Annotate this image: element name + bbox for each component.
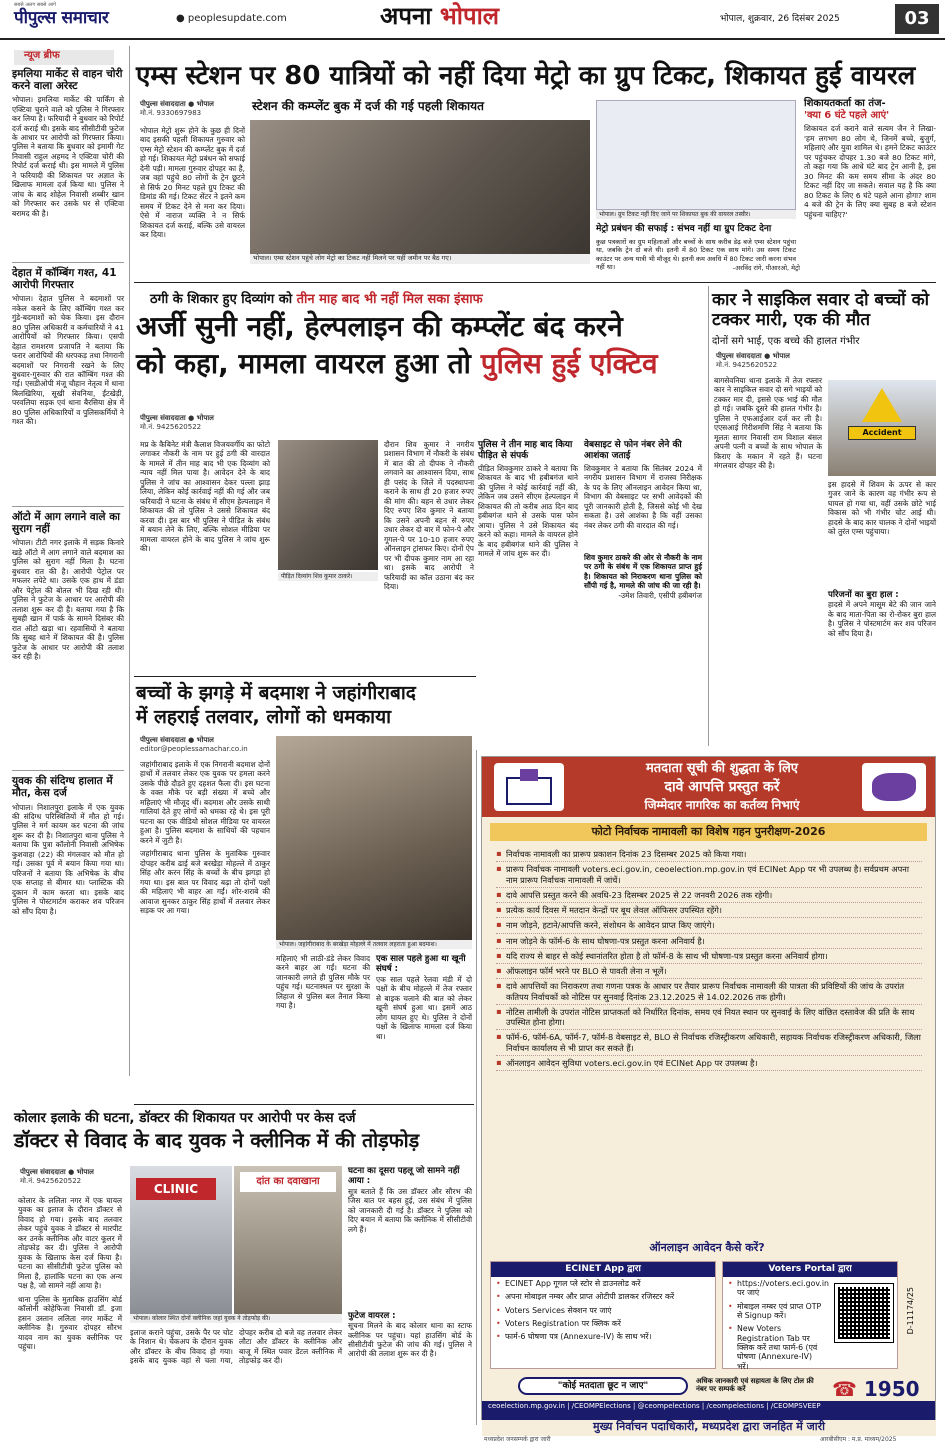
step-item: • फार्म-6 घोषणा पत्र (Annexure-IV) के साथ भरें।: [491, 1330, 715, 1343]
complaint-book-image: [596, 100, 796, 210]
clinic-body-1: कोलार के ललिता नगर में एक घायल युवक का इलाज के दौरान डॉक्टर से विवाद हो गया। इसके बाद तलवार लेकर पहुंचे युवक ने डॉक्टर से मारपीट कर उनके क्लीनिक और वाटर कूलर में तोड़फोड़ कर दी। पुलिस ने आरोपी युवक के खिलाफ केस दर्ज किया है। घटना का सीसीटीवी फुटेज पुलिस को मिला है, हालांकि घटना का एक अन्य पक्ष है, जो सामने नहीं आया है। थाना पुलिस के मुताबिक हाउसिंग बोर्ड कॉलोनी कोहेफिजा निवासी डॉ. इजा हसन उस्तान ललिता नगर मार्केट में क्लीनिक है। गुरुवार दोपहर सौरभ यादव नाम का युवक क्लीनिक पर पहुंचा।: [18, 1196, 122, 1352]
horizontal-rule: [134, 282, 936, 283]
news-brief-column: [12, 68, 124, 1001]
accident-byline-block: [716, 352, 836, 369]
divyang-headline: अर्जी सुनी नहीं, हेल्पलाइन की कम्प्लेंट बंद करने को कहा, मामला वायरल हुआ तो पुलिस हुई एक्टिव: [136, 310, 658, 380]
step-item: • https://voters.eci.gov.in पर जाएं: [723, 1277, 827, 1300]
phone-icon: ☎: [832, 1377, 857, 1401]
qr-code[interactable]: [835, 1284, 893, 1342]
clinic-photo-left: [130, 1166, 232, 1314]
clinic-kicker: कोलार इलाके की घटना, डॉक्टर की शिकायत पर आरोपी पर केस दर्ज: [14, 1110, 356, 1126]
site-url[interactable]: ● peoplesupdate.com: [176, 13, 287, 24]
brief-body: भोपाल। इमलिया मार्केट की पार्किंग से एक्टिवा चुराने वाले को पुलिस ने गिरफ्तार कर लिया है। फरियादी ने बुधवार को रिपोर्ट दर्ज कराई थी। इसके बाद सीसीटीवी फुटेज के आधार पर आरोपी को गिरफ्तार किया। पुलिस ने बताया कि बुधवार को इमामी गेट निवासी राहुल अहमद ने एक्टिवा चोरी की रिपोर्ट दर्ज कराई थी। इस मामले में पुलिस ने फरियादी की शिकायत पर अज्ञात के खिलाफ मामला दर्ज किया था। पुलिस ने जांच के बाद शोहेल निवासी शब्बीर खान को गिरफ्तार कर उसके घर से एक्टिवा बरामद की है।: [12, 95, 124, 218]
byline: पीपुल्स संवाददाता ● भोपाल: [20, 1168, 94, 1176]
step-item: • अपना मोबाइल नम्बर और प्राप्त ओटीपी डालकर रजिस्टर करें: [491, 1290, 715, 1303]
divyang-website-col: वेबसाइट से फोन नंबर लेने की आशंका जताई शिवकुमार ने बताया कि सितंबर 2024 में नगरीय प्रशासन विभाग में राजस्व निरीक्षक के पद के लिए ऑनलाइन आवेदन किया था, विभाग की वेबसाइट पर सभी आवेदकों की पूरी जानकारी होती है, जिससे कोई भी देख सकता है। उसे आशंका है कि वहीं उसका नंबर लेकर ठगी की वारदात की गई। शिव कुमार ठाकरे की ओर से नौकरी के नाम पर ठगी के संबंध में एक शिकायत प्राप्त हुई है। शिकायत को निराकरण थाना पुलिस को सौंपी गई है, मामले की जांच की जा रही है। -उमेश तिवारी, एसीपी हबीबगंज: [584, 440, 702, 600]
globe-icon: ●: [176, 13, 188, 24]
helpline-text: अधिक जानकारी एवं सहायता के लिए टोल फ्री नंबर पर सम्पर्क करें: [696, 1377, 814, 1394]
clinic-signboard: CLINIC: [136, 1178, 216, 1200]
section-title: अपना भोपाल: [380, 2, 500, 30]
voters-portal-box: Voters Portal द्वारा • https://voters.eci.gov.in पर जाएं • मोबाइल नम्बर एवं प्राप्त OTP से Signup करें। • New Voters Registration Tab पर क्लिक करें तथा फार्म-6 (एवं घोषणा (Annexure-IV) भरें।: [722, 1261, 898, 1369]
clinic-photo-right: [234, 1166, 342, 1314]
sword-history-col: एक साल पहले हुआ था खूनी संघर्ष : एक साल पहले रेलवा मंडी में दो पक्षों के बीच मोहल्ले में तेज रफ्तार से बाइक चलाने की बात को लेकर खूनी संघर्ष हुआ था। इसमें आठ लोग घायल हुए थे। पुलिस ने दोनों पक्षों के खिलाफ मामला दर्ज किया था।: [376, 954, 472, 1041]
divyang-kicker: ठगी के शिकार हुए दिव्यांग को तीन माह बाद भी नहीं मिल सका इंसाफ: [150, 292, 483, 307]
slogan-badge: "कोई मतदाता छूट न जाए": [518, 1377, 688, 1395]
horizontal-rule: [134, 676, 476, 677]
warning-triangle-icon: [862, 388, 902, 422]
divyang-police-col: पुलिस ने तीन माह बाद किया पीड़ित से संपर्क पीड़ित शिवकुमार ठाकरे ने बताया कि शिकायत के बाद भी हबीबगंज थाने की पुलिस ने कोई कार्रवाई नहीं की, लेकिन जब उसने सीएम हेल्पलाइन में शिकायत की तो करीब आठ दिन बाद हबीबगंज थाने से उसके पास फोन आया। पुलिस ने उसे शिकायत बंद करने को कहा। मामले के वायरल होने के बाद हबीबगंज थाने की पुलिस ने मामले में जांच शुरू कर दी।: [478, 440, 578, 559]
social-links[interactable]: ceoelection.mp.gov.in | /CEOMPElections | @ceompelections | /ceompelections | /CEOMPSVEEP: [488, 1402, 821, 1410]
list-item: ▪ ऑफलाइन फॉर्म भरने पर BLO से पावती लेना न भूलें।: [496, 964, 922, 979]
byline: पीपुल्स संवाददाता ● भोपाल: [716, 352, 790, 360]
accident-family: परिजनों का बुरा हाल : हादसे में अपने मासूम बेटे की जान जाने के बाद माता-पिता का रो-रोकर बुरा हाल है। पुलिस ने पोस्टमार्टम कर शव परिजन को सौंप दिया है।: [828, 590, 936, 638]
photo-caption: भोपाल। जहांगीराबाद के बरखेड़ा मोहल्ले में तलवार लहराता हुआ बदमाश।: [276, 940, 472, 949]
list-item: ▪ दावे आपत्ति प्रस्तुत करने की अवधि-23 दिसम्बर 2025 से 22 जनवरी 2026 तक रहेगी।: [496, 888, 922, 903]
metro-attribution: -अरविंद रांगे, पीआरओ, मेट्रो: [732, 264, 800, 272]
complainant-quote: 'क्या 6 घंटे पहले आएं': [804, 110, 890, 122]
step-item: • New Voters Registration Tab पर क्लिक करें तथा फार्म-6 (एवं घोषणा (Annexure-IV) भरें।: [723, 1322, 827, 1373]
complainant-body: शिकायत दर्ज कराने वाले सत्यम जैन ने लिखा- 'हम लगभग 80 लोग थे, जिनमें बच्चे, बुजुर्ग, महिलाएं और युवा शामिल थे। हमने टिकट काउंटर पर पहुंचकर दोपहर 1.30 बजे 80 टिकट मांगे, तो कहा गया कि आधे घंटे बाद ट्रेन आनी है, इस 30 मिनट की कम समय सीमा के अंदर 80 टिकट नहीं दिए जा सकते। सवाल यह है कि क्या 80 टिकट के लिए 6 घंटे पहले आना होगा? शाम 4 बजे की ट्रेन के लिए क्या सुबह 8 बजे स्टेशन पहुंचना चाहिए?': [804, 124, 936, 219]
complainant-box: [804, 98, 936, 274]
metro-sub-body: कुछ पत्रकारों का ग्रुप महिलाओं और बच्चों के साथ करीब डेढ़ बजे एम्स स्टेशन पहुंचा था, जबकि ट्रेन दो बजे थी। इतनी में 80 टिकट एक साथ मांगे। उस समय टिकट काउंटर पर अन्य यात्री भी मौजूद थे। इतनी कम अवधि में 80 टिकट जारी करना संभव नहीं था।: [596, 238, 796, 271]
list-item: ▪ दावे आपत्तियों का निराकरण तथा गणना पत्रक के आधार पर तैयार प्रारूप निर्वाचक नामावली की पात्रता की प्रविष्टियों की जांच के उपरांत कतिपय निर्वाचकों को नोटिस पर सुनवाई दिनांक 23.12.2025 से 14.02.2026 तक होगी।: [496, 979, 922, 1005]
mobile-number: मो.नं. 9425620522: [20, 1176, 82, 1185]
list-item: ▪ निर्वाचक नामावली का प्रारूप प्रकाशन दिनांक 23 दिसम्बर 2025 को किया गया।: [496, 847, 922, 862]
sword-headline: बच्चों के झगड़े में बदमाश ने जहांगीराबाद में लहराई तलवार, लोगों को धमकाया: [136, 682, 416, 728]
helpline-number[interactable]: ☎ 1950: [832, 1377, 920, 1401]
byline: पीपुल्स संवाददाता ● भोपाल: [140, 414, 214, 422]
list-item: ▪ ऑनलाइन आवेदन सुविधा voters.eci.gov.in एवं ECINet App पर उपलब्ध है।: [496, 1056, 922, 1071]
byline: पीपुल्स संवाददाता ● भोपाल: [140, 100, 214, 108]
ad-line-3: जिम्मेदार नागरिक का कर्तव्य निभाएं: [644, 798, 800, 812]
clinic-side-col: घटना का दूसरा पहलू जो सामने नहीं आया : सूत्र बताते हैं कि उस डॉक्टर और सौरभ की जिस बात पर बहस हुई, उस संबंध में पुलिस को जानकारी दी गई है। डॉक्टर ने पुलिस को दिए बयान में बताया कि क्लीनिक में सीसीटीवी लगे हैं। फुटेज वायरल : सूचना मिलने के बाद कोलार थाना का स्टाफ क्लीनिक पर पहुंचा। यहां हाउसिंग बोर्ड के सीसीटीवी फुटेज की जांच की गई। पुलिस ने आरोपी की तलाश शुरू कर दी है।: [348, 1166, 472, 1359]
metro-subhead: मेट्रो प्रबंधन की सफाई : संभव नहीं था ग्रुप टिकट देना: [596, 224, 772, 234]
clinic-body-3: इलाज कराने पहुंचा, उसके पैर पर चोट के निशान थे। चेकअप के दौरान युवक और डॉक्टर के बीच विवाद हो गया। इसके बाद युवक वहां से चला गया, दोपहर करीब दो बजे वह तलवार लेकर लौटा और डॉक्टर के क्लीनिक और बाजू में स्थित पवार डेंटल क्लीनिक में तोड़फोड़ कर दी।: [130, 1328, 342, 1366]
mp-map-icon: [862, 763, 926, 811]
sword-byline-block: [140, 736, 270, 753]
sword-body-1: जहांगीराबाद इलाके में एक निगरानी बदमाश दोनों हाथों में तलवार लेकर एक युवक पर हमला करने उसके पीछे दौड़ते हुए दहशत फैला दी। इस घटना के वक्त मौके पर बड़ी संख्या में बच्चे और महिलाएं भी मौजूद थीं। बदमाश और उसके साथी गालियां देते हुए लोगों को धमका रहे थे। इस पूरी घटना का एक वीडियो सोशल मीडिया पर वायरल हुआ है। पुलिस बदमाश के साथियों की पहचान करने में जुटी है। जहांगीराबाद थाना पुलिस के मुताबिक गुरुवार दोपहर करीब ढाई बजे बरखेड़ा मोहल्ले में ठाकुर सिंह और करन सिंह के बच्चों के बीच झगड़ा हो गया था। इस बात पर विवाद बढ़ा तो दोनों पक्षों की महिलाएं भी बाहर आ गईं। शोर-शराबे की आवाज सुनकर ठाकुर सिंह हाथों में तलवार लेकर सड़क पर आ गया।: [140, 760, 270, 916]
ad-right-credit: आरबीसीएम : म.प्र. माध्यम/2025: [820, 1436, 897, 1443]
photo-caption: भोपाल। एम्स स्टेशन पहुंचे लोग मेट्रो का टिकट नहीं मिलने पर यहीं जमीन पर बैठ गए।: [250, 254, 590, 264]
brief-body: भोपाल। टीटी नगर इलाके में सड़क किनारे खड़े ऑटो में आग लगाने वाले बदमाश का पुलिस को सुराग नहीं मिला है। घटना बुधवार रात की है। आरोपी पेट्रोल पर मफलर लपेटे था। उसके एक हाथ में डंडा और पेट्रोल की बोतल भी दिख रही थी। पुलिस ने फुटेज के आधार पर आरोपी की तलाश शुरू कर दी है। बताया गया है कि सुबही खान में पार्क के सामने दिसंबर की रात ऑटो खड़ा था। रहवासियों ने बताया कि सुबह थाने में शिकायत की है। पुलिस फुटेज के आधार पर आरोपी की तलाश कर रही है।: [12, 538, 124, 661]
acp-quote: शिव कुमार ठाकरे की ओर से नौकरी के नाम पर ठगी के संबंध में एक शिकायत प्राप्त हुई है। शिकायत को निराकरण थाना पुलिस को सौंपी गई है, मामले की जांच की जा रही है।: [584, 552, 702, 591]
accident-headline: कार ने साइकिल सवार दो बच्चों को टक्कर मारी, एक की मौत: [712, 290, 930, 331]
ecinet-app-box: ECINET App द्वारा • ECINET App गूगल प्ले स्टोर से डाउनलोड करें • अपना मोबाइल नम्बर और प्राप्त ओटीपी डालकर रजिस्टर करें • Voters Services सेक्शन पर जाएं • Voters Registration पर क्लिक करें • फार्म-6 घोषणा पत्र (Annexure-IV) के साथ भरें।: [490, 1261, 716, 1369]
ad-footer: [482, 1401, 935, 1420]
divider: [12, 262, 124, 263]
ad-issuer: मुख्य निर्वाचन पदाधिकारी, मध्यप्रदेश द्वारा जनहित में जारी: [482, 1420, 936, 1436]
accident-subhead: दोनों सगे भाई, एक बच्चे की हालत गंभीर: [712, 336, 860, 347]
ad-line-1: मतदाता सूची की शुद्धता के लिए: [646, 761, 798, 776]
ad-code: D-11174/25: [906, 1287, 915, 1335]
column-divider: [129, 46, 130, 1076]
metro-crowd-photo: [250, 120, 590, 262]
divyang-body-1: मप्र के कैबिनेट मंत्री कैलाश विजयवर्गीय का फोटो लगाकर नौकरी के नाम पर हुई ठगी की वारदात के मामले में तीन माह बाद भी एक दिव्यांग को न्याय नहीं मिल पाया है। आवेदन देने के बाद पुलिस ने जांच का आश्वासन देकर पल्ला झाड़ लिया, लेकिन कोई कार्रवाई नहीं की गई और जब फरियादी ने घटना के संबंध में सीएम हेल्पलाइन में शिकायत की तो पुलिस ने उससे शिकायत बंद करवा दी। इस बार भी पुलिस ने पीड़ित के संबंध में बयान लेने के लिए, बल्कि सोशल मीडिया पर मामला वायरल होने के बाद पुलिस ने जांच शुरू की।: [140, 440, 270, 554]
accident-body-1: बागसेवनिया थाना इलाके में तेज रफ्तार कार ने साइकिल सवार दो सगे भाइयों को टक्कर मार दी, इससे एक भाई की मौत हो गई। जबकि दूसरे की हालत गंभीर है। पुलिस ने एफआईआर दर्ज कर ली है। एएसआई गिरीशमणि सिंह ने बताया कि मूलतः सागर निवासी राम विशाल बंसल अपनी पत्नी व बच्चों के साथ भोपाल के किराए के मकान में रहते हैं। घटना मंगलवार दोपहर की है।: [714, 376, 822, 471]
mobile-number: मो.नं. 9425620522: [716, 360, 778, 369]
mobile-number: मो.नं. 9330697983: [140, 108, 202, 117]
list-item: ▪ फॉर्म-6, फॉर्म-6A, फॉर्म-7, फॉर्म-8 वेबसाइट से, BLO से निर्वाचक रजिस्ट्रीकरण अधिकारी, सहायक निर्वाचक रजिस्ट्रीकरण अधिकारी, जिला निर्वाचन कार्यालय से भी प्राप्त कर सकते हैं।: [496, 1030, 922, 1056]
brief-headline: इमलिया मार्केट से वाहन चोरी करने वाला अरेस्ट: [12, 68, 123, 93]
byline: पीपुल्स संवाददाता ● भोपाल: [140, 736, 214, 744]
column-divider: [476, 750, 477, 1425]
clinic-headline: डॉक्टर से विवाद के बाद युवक ने क्लीनिक में की तोड़फोड़: [14, 1129, 420, 1152]
sword-body-3: महिलाएं भी लाठी-डंडे लेकर विवाद करने बाहर आ गईं। घटना की जानकारी लगते ही पुलिस मौके पर पहुंच गई। घटनास्थल पर सुरक्षा के लिहाज से पुलिस बल तैनात किया गया है।: [276, 954, 370, 1011]
acp-attribution: -उमेश तिवारी, एसीपी हबीबगंज: [618, 590, 702, 600]
metro-kicker: स्टेशन की कम्प्लेंट बुक में दर्ज की गई पहली शिकायत: [252, 99, 484, 113]
accident-sign-label: Accident: [848, 426, 916, 440]
step-item: • मोबाइल नम्बर एवं प्राप्त OTP से Signup करें।: [723, 1300, 827, 1323]
brief-item: [12, 267, 124, 502]
ad-line-2: दावे आपत्ति प्रस्तुत करें: [664, 779, 780, 795]
news-brief-tag: न्यूज ब्रीफ: [14, 50, 114, 65]
ad-instruction-list: [496, 847, 922, 1071]
election-advertisement: [481, 756, 936, 1420]
email[interactable]: editor@peoplessamachar.co.in: [140, 744, 248, 753]
step-item: • ECINET App गूगल प्ले स्टोर से डाउनलोड करें: [491, 1277, 715, 1290]
photo-caption: पीड़ित दिव्यांग शिव कुमार ठाकरे।: [278, 572, 378, 581]
accident-sign-image: [828, 380, 936, 476]
victim-photo: [278, 440, 378, 570]
ballot-box-icon: [494, 763, 564, 811]
metro-headline: एम्स स्टेशन पर 80 यात्रियों को नहीं दिया मेट्रो का ग्रुप टिकट, शिकायत हुई वायरल: [136, 61, 916, 91]
doc-caption: भोपाल। ग्रुप टिकट नहीं दिए जाने पर शिकायत बुक की वायरल तस्वीर।: [596, 210, 796, 219]
list-item: ▪ नाम जोड़ने के फॉर्म-6 के साथ घोषणा-पत्र प्रस्तुत करना अनिवार्य है।: [496, 934, 922, 949]
brief-item: [12, 68, 124, 258]
ad-banner: फोटो निर्वाचक नामावली का विशेष गहन पुनरीक्षण-2026: [490, 823, 927, 841]
masthead: [0, 0, 945, 40]
horizontal-rule: [134, 1104, 474, 1105]
dateline: भोपाल, शुक्रवार, 26 दिसंबर 2025: [720, 14, 840, 24]
step-item: • Voters Registration पर क्लिक करें: [491, 1317, 715, 1330]
brief-item: [12, 775, 124, 1000]
accident-body-2: इस हादसे में शिवम के ऊपर से कार गुजर जाने के कारण वह गंभीर रूप से घायल हो गया था, वहीं उसके छोटे भाई विकास को भी गंभीर चोट आई थी। हादसे के बाद कार चालक ने दोनों भाइयों को तुरंत एम्स पहुंचाया।: [828, 480, 936, 537]
divider: [12, 770, 124, 771]
column-divider: [708, 286, 709, 746]
divyang-body-2: दौरान शिव कुमार ने नगरीय प्रशासन विभाग में नौकरी के संबंध में बात की तो दीपक ने नौकरी लगवाने का आश्वासन दिया, साथ ही पसंद के जिले में पदस्थापना कराने के साथ ही 20 हजार रुपए की मांग की। बहन से उधार लेकर दिए रुपए शिव कुमार ने बताया कि उसने अपनी बहन से रुपए उधार लेकर दो बार में फोन-पे और गूगल-पे पर 10-10 हजार रुपए ऑनलाइन ट्रांसफर किए। दोनों ऐप पर भी दीपक कुमार नाम आ रहा था। इसके बाद आरोपी ने फरियादी का कॉल उठाना बंद कर दिया।: [384, 440, 474, 592]
brand-tagline: सबसे अलग सबसे आगे: [14, 2, 56, 8]
dental-signboard: दांत का दवाखाना: [240, 1172, 336, 1192]
list-item: ▪ प्रत्येक कार्य दिवस में मतदान केन्द्रों पर बूथ लेवल ऑफिसर उपस्थित रहेंगे।: [496, 903, 922, 918]
metro-body: भोपाल मेट्रो शुरू होने के कुछ ही दिनों बाद इसकी पहली शिकायत गुरुवार को एम्स मेट्रो स्टेशन की कम्प्लेंट बुक में दर्ज हो गई। शिकायत मेट्रो प्रबंधन को सफाई देनी पड़ी। मामला गुरुवार दोपहर का है, जब वहां पहुंचे 80 लोगों के ट्रेन छूटने से सिर्फ 20 मिनट पहले ग्रुप टिकट की डिमांड की गई। टिकट सेंटर ने इतने कम समय में टिकट देने से मना कर दिया। ऐसे में नाराज व्यक्ति ने न सिर्फ शिकायत दर्ज कराई, बल्कि उसे वायरल कर दिया।: [140, 126, 245, 240]
clinic-byline-block: [20, 1168, 120, 1185]
brief-headline: देहात में कॉम्बिंग गश्त, 41 आरोपी गिरफ्तार: [12, 267, 117, 292]
brief-body: भोपाल। निशातपुरा इलाके में एक युवक की संदिग्ध परिस्थितियों में मौत हो गई। पुलिस ने मर्ग कायम कर घटना की जांच शुरू कर दी है। निशातपुरा थाना पुलिस ने बताया कि पुत्रा कॉलोनी निवासी अभिषेक कुशवाहा (22) की मंगलवार को मौत हो गई। उसका पूर्व में बयान किया गया था। परिजनों ने बताया कि अभिषेक के बीच एक सप्ताह से बीमार था। प्लास्टिक की दुकान में काम करता था। इसके बाद पुलिस ने पोस्टमार्टम कराकर शव परिजन को सौंप दिया है।: [12, 802, 124, 916]
brief-item: [12, 511, 124, 766]
list-item: ▪ प्रारूप निर्वाचक नामावली voters.eci.gov.in, ceoelection.mp.gov.in एवं ECINet App पर भी उपलब्ध है। सर्वप्रथम अपना नाम प्रारूप निर्वाचक नामावली में जांचें।: [496, 862, 922, 888]
brief-body: भोपाल। देहात पुलिस ने बदमाशों पर नकेल कसने के लिए कॉम्बिंग गश्त कर गुंडे-बदमाशों को चेक किया। इस दौरान 80 पुलिस अधिकारी व कर्मचारियों ने 41 आरोपियों को गिरफ्तार किया। एसपी देहात रामशरण प्रजापति ने बताया कि फरार आरोपियों की धरपकड़ तथा निगरानी बदमाशों पर निगरानी रखने के लिए बुधवार-गुरुवार की रात कॉम्बिंग गश्त की गई। एसडीओपी मंजू चौहान नेतृत्व में थाना बिलखिरिया, सूखी सेवनिया, ईंटखेड़ी, परवलिया सड़क एवं थाना बैरसिया क्षेत्र में 80 पुलिस अधिकारियों व पुलिसकर्मियों ने गश्त की।: [12, 294, 124, 427]
sword-photo: [276, 736, 472, 940]
divyang-byline-block: [140, 414, 270, 431]
list-item: ▪ नोटिस तामीली के उपरांत नोटिस प्राप्तकर्ता को निर्धारित दिनांक, समय एवं नियत स्थान पर सुनवाई के लिए वांछित दस्तावेज की प्रति के साथ उपस्थित होना होगा।: [496, 1005, 922, 1031]
complainant-head: शिकायतकर्ता का तंज-: [804, 98, 886, 109]
mobile-number: मो.नं. 9425620522: [140, 422, 202, 431]
ad-header: [482, 757, 935, 817]
ad-left-credit: मध्यप्रदेश जनसम्पर्क द्वारा जारी: [484, 1436, 551, 1443]
metro-byline-block: [140, 100, 250, 117]
list-item: ▪ नाम जोड़ने, हटाने/आपत्ति करने, संशोधन के आवेदन प्राप्त किए जाएंगे।: [496, 918, 922, 933]
ad-howto-title: ऑनलाइन आवेदन कैसे करें?: [649, 1241, 765, 1254]
brief-headline: ऑटो में आग लगाने वाले का सुराग नहीं: [12, 511, 120, 536]
list-item: ▪ यदि राज्य से बाहर से कोई स्थानांतरित होता है तो फॉर्म-8 के साथ भी घोषणा-पत्र प्रस्तुत करना अनिवार्य होगा।: [496, 949, 922, 964]
photo-caption: भोपाल। कोलार स्थित दोनों क्लीनिक जहां युवक ने तोड़फोड़ की।: [130, 1314, 342, 1323]
brand-logo: पीपुल्स समाचार: [14, 8, 109, 28]
divider: [12, 506, 124, 507]
brief-headline: युवक की संदिग्ध हालात में मौत, केस दर्ज: [12, 775, 113, 800]
page-number: 03: [895, 4, 939, 34]
step-item: • Voters Services सेक्शन पर जाएं: [491, 1304, 715, 1317]
